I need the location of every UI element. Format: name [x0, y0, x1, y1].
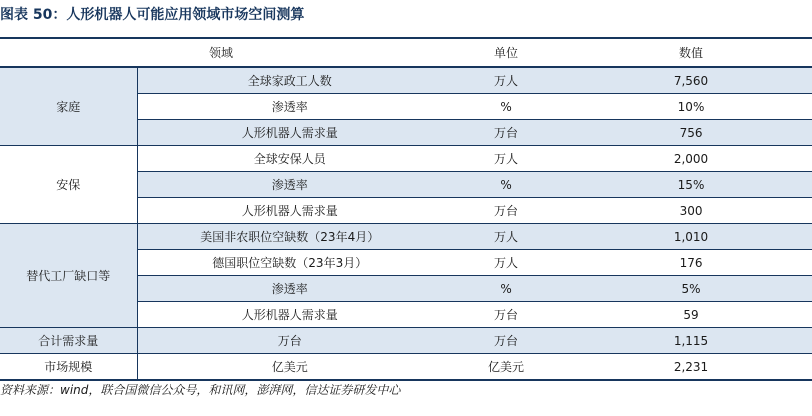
header-unit: 单位 [442, 38, 570, 67]
value-cell: 1,115 [570, 328, 812, 354]
value-cell: 10% [570, 94, 812, 120]
item-cell: 德国职位空缺数（23年3月） [137, 250, 442, 276]
value-cell: 756 [570, 120, 812, 146]
item-cell: 全球安保人员 [137, 146, 442, 172]
table-row [0, 224, 812, 250]
unit-cell: 万台 [442, 302, 570, 328]
value-cell: 2,231 [570, 354, 812, 381]
value-cell: 7,560 [570, 67, 812, 94]
table-header-row [0, 38, 812, 67]
item-cell: 全球家政工人数 [137, 67, 442, 94]
table-row [0, 67, 812, 94]
unit-cell: 万人 [442, 250, 570, 276]
header-value: 数值 [570, 38, 812, 67]
value-cell: 15% [570, 172, 812, 198]
item-cell: 万台 [137, 328, 442, 354]
unit-cell: % [442, 94, 570, 120]
unit-cell: 万台 [442, 198, 570, 224]
item-cell: 人形机器人需求量 [137, 120, 442, 146]
value-cell: 1,010 [570, 224, 812, 250]
value-cell: 300 [570, 198, 812, 224]
value-cell: 5% [570, 276, 812, 302]
category-cell: 市场规模 [0, 354, 137, 381]
table-row [0, 354, 812, 381]
category-cell: 替代工厂缺口等 [0, 224, 137, 328]
item-cell: 人形机器人需求量 [137, 302, 442, 328]
unit-cell: 万台 [442, 120, 570, 146]
item-cell: 渗透率 [137, 94, 442, 120]
unit-cell: % [442, 172, 570, 198]
category-cell: 合计需求量 [0, 328, 137, 354]
source-note: 资料来源：wind，联合国微信公众号，和讯网，澎湃网，信达证券研发中心 [0, 383, 401, 397]
unit-cell: 万人 [442, 67, 570, 94]
item-cell: 渗透率 [137, 172, 442, 198]
unit-cell: % [442, 276, 570, 302]
item-cell: 人形机器人需求量 [137, 198, 442, 224]
item-cell: 亿美元 [137, 354, 442, 381]
header-field: 领域 [0, 38, 442, 67]
value-cell: 2,000 [570, 146, 812, 172]
value-cell: 176 [570, 250, 812, 276]
figure-title: 图表 50：人形机器人可能应用领域市场空间测算 [0, 7, 305, 23]
table-row [0, 146, 812, 172]
table-row [0, 328, 812, 354]
unit-cell: 万人 [442, 224, 570, 250]
market-size-table [0, 37, 812, 381]
unit-cell: 万人 [442, 146, 570, 172]
category-cell: 家庭 [0, 67, 137, 146]
category-cell: 安保 [0, 146, 137, 224]
unit-cell: 万台 [442, 328, 570, 354]
value-cell: 59 [570, 302, 812, 328]
unit-cell: 亿美元 [442, 354, 570, 381]
item-cell: 美国非农职位空缺数（23年4月） [137, 224, 442, 250]
item-cell: 渗透率 [137, 276, 442, 302]
